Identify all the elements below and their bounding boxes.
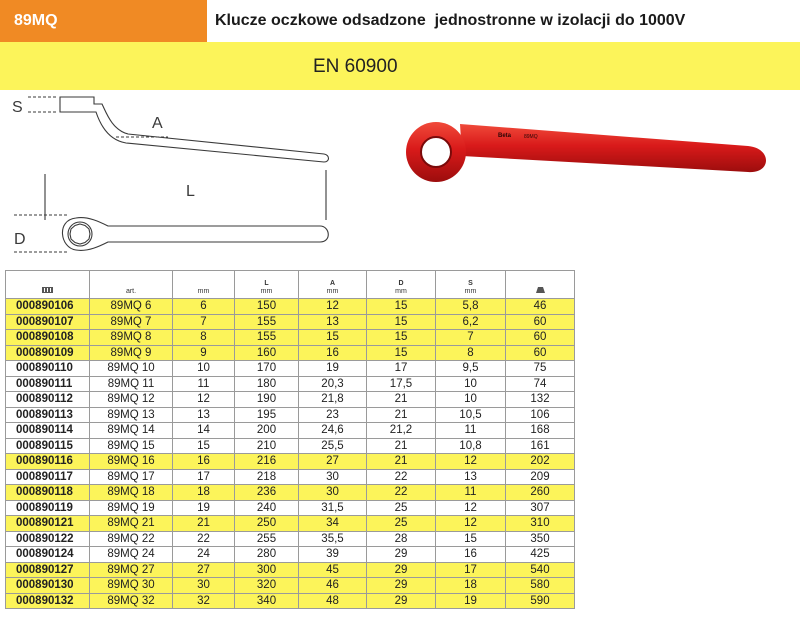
table-row [6,361,575,377]
cell-offset: 16 [299,345,367,361]
cell-weight: 75 [506,361,575,377]
cell-code: 000890122 [6,531,90,547]
cell-art: 89MQ 24 [90,547,173,563]
cell-head-diameter: 15 [367,299,436,315]
wrench-product-photo [400,110,770,210]
label-a: A [152,115,163,132]
cell-weight: 106 [506,407,575,423]
header-s: S mm [436,271,506,299]
cell-art: 89MQ 14 [90,423,173,439]
table-row [6,407,575,423]
cell-size: 15 [173,438,235,454]
cell-art: 89MQ 8 [90,330,173,346]
cell-length: 170 [235,361,299,377]
cell-art: 89MQ 22 [90,531,173,547]
table-row [6,345,575,361]
table-row [6,485,575,501]
cell-weight: 60 [506,330,575,346]
brand-print: Beta [498,133,512,139]
table-row [6,500,575,516]
cell-thickness: 6,2 [436,314,506,330]
ring-outer [68,222,92,246]
cell-thickness: 12 [436,454,506,470]
cell-weight: 60 [506,314,575,330]
cell-length: 210 [235,438,299,454]
cell-weight: 209 [506,469,575,485]
cell-thickness: 15 [436,531,506,547]
cell-size: 18 [173,485,235,501]
table-row [6,314,575,330]
table-row [6,423,575,439]
cell-weight: 46 [506,299,575,315]
cell-offset: 35,5 [299,531,367,547]
cell-weight: 260 [506,485,575,501]
cell-weight: 202 [506,454,575,470]
cell-head-diameter: 28 [367,531,436,547]
standard-bar [0,42,800,90]
cell-weight: 580 [506,578,575,594]
cell-thickness: 10 [436,376,506,392]
table-row [6,330,575,346]
cell-size: 8 [173,330,235,346]
cell-head-diameter: 25 [367,516,436,532]
cell-art: 89MQ 18 [90,485,173,501]
cell-thickness: 19 [436,593,506,609]
cell-thickness: 12 [436,516,506,532]
cell-offset: 46 [299,578,367,594]
cell-length: 155 [235,314,299,330]
cell-head-diameter: 15 [367,330,436,346]
cell-thickness: 18 [436,578,506,594]
cell-head-diameter: 22 [367,469,436,485]
cell-head-diameter: 17,5 [367,376,436,392]
cell-thickness: 10,5 [436,407,506,423]
table-row [6,516,575,532]
cell-size: 17 [173,469,235,485]
wrench-top-view [62,218,328,251]
cell-offset: 48 [299,593,367,609]
table-row [6,578,575,594]
cell-size: 32 [173,593,235,609]
ring-opening [421,137,451,167]
cell-length: 150 [235,299,299,315]
cell-art: 89MQ 30 [90,578,173,594]
cell-head-diameter: 29 [367,547,436,563]
cell-code: 000890132 [6,593,90,609]
cell-thickness: 9,5 [436,361,506,377]
cell-head-diameter: 15 [367,314,436,330]
cell-size: 14 [173,423,235,439]
cell-weight: 310 [506,516,575,532]
cell-offset: 19 [299,361,367,377]
cell-offset: 30 [299,469,367,485]
cell-art: 89MQ 21 [90,516,173,532]
cell-code: 000890112 [6,392,90,408]
cell-code: 000890111 [6,376,90,392]
cell-head-diameter: 25 [367,500,436,516]
cell-size: 22 [173,531,235,547]
cell-length: 218 [235,469,299,485]
cell-code: 000890115 [6,438,90,454]
cell-size: 21 [173,516,235,532]
cell-size: 9 [173,345,235,361]
cell-code: 000890117 [6,469,90,485]
product-code: 89MQ [0,0,207,42]
cell-offset: 31,5 [299,500,367,516]
specifications-table [5,270,575,609]
header-l: L mm [235,271,299,299]
cell-length: 320 [235,578,299,594]
cell-art: 89MQ 13 [90,407,173,423]
label-l: L [186,183,195,200]
cell-thickness: 11 [436,423,506,439]
wrench-dimension-diagram [8,92,338,262]
cell-offset: 25,5 [299,438,367,454]
cell-thickness: 7 [436,330,506,346]
header-art: art. [90,271,173,299]
cell-length: 250 [235,516,299,532]
model-print: 89MQ [524,134,538,140]
cell-code: 000890130 [6,578,90,594]
cell-code: 000890114 [6,423,90,439]
cell-size: 11 [173,376,235,392]
cell-weight: 425 [506,547,575,563]
cell-length: 160 [235,345,299,361]
cell-art: 89MQ 19 [90,500,173,516]
header-size: mm [173,271,235,299]
cell-size: 27 [173,562,235,578]
cell-weight: 132 [506,392,575,408]
table-row [6,299,575,315]
cell-head-diameter: 29 [367,562,436,578]
cell-size: 30 [173,578,235,594]
table-row [6,454,575,470]
cell-head-diameter: 21 [367,392,436,408]
cell-head-diameter: 17 [367,361,436,377]
cell-weight: 74 [506,376,575,392]
cell-size: 24 [173,547,235,563]
cell-art: 89MQ 27 [90,562,173,578]
header-a: A mm [299,271,367,299]
cell-size: 6 [173,299,235,315]
cell-code: 000890124 [6,547,90,563]
cell-thickness: 8 [436,345,506,361]
cell-code: 000890121 [6,516,90,532]
cell-art: 89MQ 12 [90,392,173,408]
cell-weight: 307 [506,500,575,516]
cell-art: 89MQ 10 [90,361,173,377]
cell-art: 89MQ 32 [90,593,173,609]
cell-offset: 20,3 [299,376,367,392]
table-row [6,531,575,547]
cell-thickness: 10,8 [436,438,506,454]
cell-offset: 24,6 [299,423,367,439]
cell-weight: 161 [506,438,575,454]
cell-size: 10 [173,361,235,377]
cell-weight: 168 [506,423,575,439]
cell-weight: 540 [506,562,575,578]
insulated-handle [460,124,766,172]
barcode-icon [42,287,53,293]
cell-thickness: 13 [436,469,506,485]
cell-offset: 39 [299,547,367,563]
label-d: D [14,231,26,248]
cell-head-diameter: 22 [367,485,436,501]
cell-head-diameter: 15 [367,345,436,361]
cell-thickness: 12 [436,500,506,516]
cell-offset: 30 [299,485,367,501]
table-row [6,547,575,563]
cell-code: 000890119 [6,500,90,516]
cell-length: 216 [235,454,299,470]
cell-length: 240 [235,500,299,516]
cell-size: 16 [173,454,235,470]
cell-head-diameter: 29 [367,593,436,609]
cell-offset: 34 [299,516,367,532]
cell-weight: 590 [506,593,575,609]
table-row [6,562,575,578]
cell-length: 195 [235,407,299,423]
cell-weight: 350 [506,531,575,547]
cell-length: 236 [235,485,299,501]
product-title: Klucze oczkowe odsadzone jednostronne w izolacji do 1000V [207,0,800,42]
cell-length: 340 [235,593,299,609]
cell-length: 155 [235,330,299,346]
cell-length: 180 [235,376,299,392]
header-code [6,271,90,299]
table-header-row [6,271,575,299]
cell-thickness: 16 [436,547,506,563]
cell-offset: 27 [299,454,367,470]
cell-code: 000890106 [6,299,90,315]
cell-size: 19 [173,500,235,516]
cell-art: 89MQ 17 [90,469,173,485]
cell-art: 89MQ 15 [90,438,173,454]
cell-weight: 60 [506,345,575,361]
cell-code: 000890110 [6,361,90,377]
table-row [6,376,575,392]
cell-length: 190 [235,392,299,408]
weight-icon [535,287,546,293]
cell-thickness: 17 [436,562,506,578]
cell-size: 12 [173,392,235,408]
cell-code: 000890116 [6,454,90,470]
ring-inner-12pt [70,224,90,244]
cell-size: 13 [173,407,235,423]
cell-code: 000890113 [6,407,90,423]
cell-head-diameter: 21 [367,438,436,454]
cell-code: 000890109 [6,345,90,361]
header-bar [0,0,800,42]
cell-offset: 23 [299,407,367,423]
cell-head-diameter: 21 [367,407,436,423]
cell-offset: 21,8 [299,392,367,408]
cell-head-diameter: 29 [367,578,436,594]
cell-thickness: 10 [436,392,506,408]
cell-size: 7 [173,314,235,330]
cell-head-diameter: 21 [367,454,436,470]
wrench-side-view [60,97,329,162]
cell-thickness: 5,8 [436,299,506,315]
cell-length: 280 [235,547,299,563]
cell-code: 000890108 [6,330,90,346]
cell-offset: 12 [299,299,367,315]
cell-thickness: 11 [436,485,506,501]
cell-art: 89MQ 7 [90,314,173,330]
cell-head-diameter: 21,2 [367,423,436,439]
table-row [6,469,575,485]
standard-label: EN 60900 [313,56,398,77]
cell-art: 89MQ 6 [90,299,173,315]
table-row [6,593,575,609]
label-s: S [12,99,23,116]
table-row [6,438,575,454]
cell-length: 300 [235,562,299,578]
table-body [6,299,575,609]
cell-offset: 45 [299,562,367,578]
cell-art: 89MQ 9 [90,345,173,361]
cell-length: 200 [235,423,299,439]
cell-art: 89MQ 16 [90,454,173,470]
cell-art: 89MQ 11 [90,376,173,392]
header-weight [506,271,575,299]
cell-offset: 15 [299,330,367,346]
cell-code: 000890107 [6,314,90,330]
cell-code: 000890127 [6,562,90,578]
cell-code: 000890118 [6,485,90,501]
table-row [6,392,575,408]
header-d: D mm [367,271,436,299]
cell-offset: 13 [299,314,367,330]
cell-length: 255 [235,531,299,547]
